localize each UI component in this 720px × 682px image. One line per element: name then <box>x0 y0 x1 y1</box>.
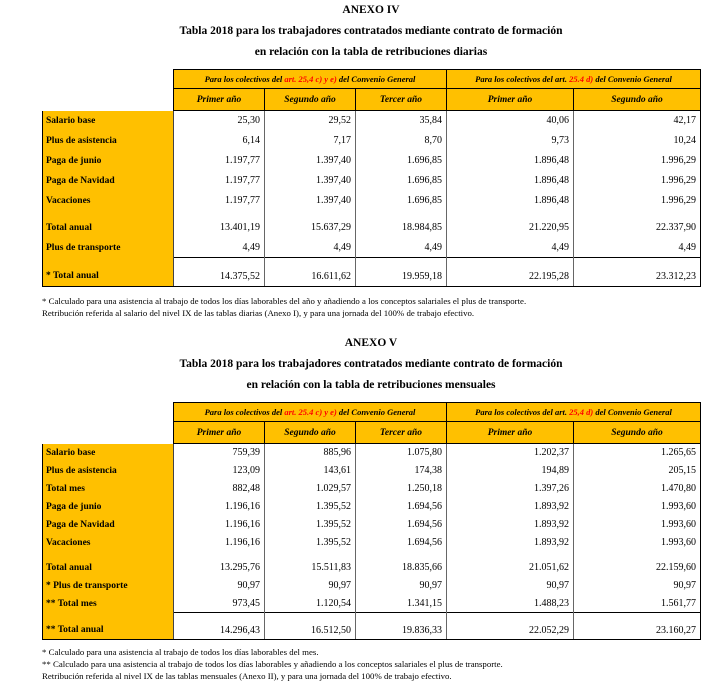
group-header-text: Para los colectivos del <box>204 74 285 84</box>
group-header-text: Para los colectivos del <box>204 407 285 417</box>
annex4-group-header-left <box>174 70 447 89</box>
spacer-cell <box>265 211 356 218</box>
value-cell: 194,89 <box>447 462 574 480</box>
row-label-spacer <box>43 258 174 267</box>
value-cell: 19.959,18 <box>356 267 447 287</box>
value-cell: 1.250,18 <box>356 480 447 498</box>
value-cell: 1.488,23 <box>447 595 574 613</box>
spacer-row <box>43 211 701 218</box>
table-row <box>43 622 701 640</box>
value-cell: 15.637,29 <box>265 218 356 238</box>
value-cell: 21.051,62 <box>447 559 574 577</box>
value-cell: 10,24 <box>574 131 701 151</box>
value-cell: 4,49 <box>174 238 265 258</box>
table-row <box>43 267 701 287</box>
row-label: Paga de Navidad <box>43 171 174 191</box>
value-cell: 1.996,29 <box>574 171 701 191</box>
column-header: Segundo año <box>574 422 701 444</box>
value-cell: 13.401,19 <box>174 218 265 238</box>
value-cell: 35,84 <box>356 111 447 131</box>
column-header: Primer año <box>447 422 574 444</box>
table-row <box>43 218 701 238</box>
spacer-cell <box>574 552 701 559</box>
row-label: Paga de junio <box>43 151 174 171</box>
table-row <box>43 238 701 258</box>
row-label-spacer <box>43 552 174 559</box>
spacer-cell <box>265 258 356 267</box>
row-label: Total anual <box>43 218 174 238</box>
annex5-year-header-row <box>43 422 701 444</box>
spacer-cell <box>356 613 447 622</box>
annex4-year-header-row <box>43 89 701 111</box>
table-row <box>43 516 701 534</box>
value-cell: 1.694,56 <box>356 516 447 534</box>
column-header: Primer año <box>174 422 265 444</box>
value-cell: 1.395,52 <box>265 498 356 516</box>
spacer-cell <box>174 211 265 218</box>
value-cell: 1.694,56 <box>356 498 447 516</box>
row-label: Vacaciones <box>43 534 174 552</box>
value-cell: 1.996,29 <box>574 191 701 211</box>
table-row <box>43 171 701 191</box>
row-label: Plus de asistencia <box>43 131 174 151</box>
column-header: Tercer año <box>356 422 447 444</box>
value-cell: 22.052,29 <box>447 622 574 640</box>
value-cell: 25,30 <box>174 111 265 131</box>
annex4-table <box>42 69 701 287</box>
row-label: Plus de transporte <box>43 238 174 258</box>
row-label: Plus de asistencia <box>43 462 174 480</box>
value-cell: 14.296,43 <box>174 622 265 640</box>
table-row <box>43 444 701 462</box>
value-cell: 1.896,48 <box>447 151 574 171</box>
article-reference: art. 25.4 c) y e) <box>284 407 337 417</box>
row-label: Paga de junio <box>43 498 174 516</box>
group-header-text: Para los colectivos del art. <box>475 407 570 417</box>
table-row <box>43 111 701 131</box>
value-cell: 123,09 <box>174 462 265 480</box>
value-cell: 90,97 <box>174 577 265 595</box>
footnote: Retribución referida al nivel IX de las tablas mensuales (Anexo II), y para una jornada del 100% de trabajo efectivo. <box>42 671 452 681</box>
annex4-group-header-right <box>447 70 701 89</box>
value-cell: 18.984,85 <box>356 218 447 238</box>
value-cell: 23.160,27 <box>574 622 701 640</box>
value-cell: 4,49 <box>574 238 701 258</box>
value-cell: 1.893,92 <box>447 498 574 516</box>
spacer-cell <box>574 211 701 218</box>
table-row <box>43 462 701 480</box>
annex5-title: ANEXO V <box>344 337 398 349</box>
value-cell: 23.312,23 <box>574 267 701 287</box>
value-cell: 1.120,54 <box>265 595 356 613</box>
value-cell: 1.197,77 <box>174 171 265 191</box>
value-cell: 885,96 <box>265 444 356 462</box>
value-cell: 22.337,90 <box>574 218 701 238</box>
row-label: Salario base <box>43 111 174 131</box>
article-reference: 25,4 d) <box>569 407 594 417</box>
value-cell: 1.696,85 <box>356 191 447 211</box>
value-cell: 1.993,60 <box>574 516 701 534</box>
spacer-cell <box>447 613 574 622</box>
group-header-text: Para los colectivos del art. <box>475 74 570 84</box>
value-cell: 90,97 <box>574 577 701 595</box>
value-cell: 1.202,37 <box>447 444 574 462</box>
column-header: Tercer año <box>356 89 447 111</box>
corner-cell <box>43 70 174 89</box>
value-cell: 1.397,40 <box>265 151 356 171</box>
spacer-cell <box>174 258 265 267</box>
value-cell: 22.195,28 <box>447 267 574 287</box>
annex4-group-header-row <box>43 70 701 89</box>
value-cell: 1.341,15 <box>356 595 447 613</box>
value-cell: 4,49 <box>447 238 574 258</box>
value-cell: 21.220,95 <box>447 218 574 238</box>
value-cell: 1.694,56 <box>356 534 447 552</box>
annex5-table <box>42 402 701 640</box>
value-cell: 1.696,85 <box>356 151 447 171</box>
corner-cell <box>43 89 174 111</box>
value-cell: 16.611,62 <box>265 267 356 287</box>
table-row <box>43 131 701 151</box>
row-label-spacer <box>43 613 174 622</box>
value-cell: 174,38 <box>356 462 447 480</box>
row-label: * Total anual <box>43 267 174 287</box>
footnote: * Calculado para una asistencia al trabajo de todos los días laborables del mes. <box>42 647 319 657</box>
value-cell: 19.836,33 <box>356 622 447 640</box>
value-cell: 1.896,48 <box>447 191 574 211</box>
column-header: Primer año <box>174 89 265 111</box>
value-cell: 40,06 <box>447 111 574 131</box>
table-row <box>43 595 701 613</box>
spacer-cell <box>265 613 356 622</box>
value-cell: 1.075,80 <box>356 444 447 462</box>
value-cell: 6,14 <box>174 131 265 151</box>
spacer-cell <box>356 211 447 218</box>
value-cell: 22.159,60 <box>574 559 701 577</box>
value-cell: 1.197,77 <box>174 151 265 171</box>
value-cell: 1.397,40 <box>265 171 356 191</box>
value-cell: 9,73 <box>447 131 574 151</box>
value-cell: 90,97 <box>447 577 574 595</box>
value-cell: 1.993,60 <box>574 534 701 552</box>
value-cell: 4,49 <box>265 238 356 258</box>
table-row <box>43 577 701 595</box>
value-cell: 1.196,16 <box>174 516 265 534</box>
column-header: Segundo año <box>265 422 356 444</box>
spacer-row <box>43 613 701 622</box>
value-cell: 16.512,50 <box>265 622 356 640</box>
table-row <box>43 534 701 552</box>
spacer-cell <box>265 552 356 559</box>
value-cell: 1.993,60 <box>574 498 701 516</box>
value-cell: 973,45 <box>174 595 265 613</box>
value-cell: 1.470,80 <box>574 480 701 498</box>
spacer-cell <box>574 613 701 622</box>
value-cell: 882,48 <box>174 480 265 498</box>
value-cell: 90,97 <box>356 577 447 595</box>
value-cell: 14.375,52 <box>174 267 265 287</box>
column-header: Primer año <box>447 89 574 111</box>
spacer-cell <box>174 613 265 622</box>
spacer-row <box>43 552 701 559</box>
spacer-cell <box>174 552 265 559</box>
group-header-text: del Convenio General <box>593 74 672 84</box>
annex5-footnotes <box>42 646 700 682</box>
annex4-footnotes <box>42 295 700 319</box>
value-cell: 205,15 <box>574 462 701 480</box>
spacer-cell <box>356 552 447 559</box>
value-cell: 18.835,66 <box>356 559 447 577</box>
value-cell: 1.397,40 <box>265 191 356 211</box>
value-cell: 1.896,48 <box>447 171 574 191</box>
annex5-group-header-row <box>43 403 701 422</box>
footnote: * Calculado para una asistencia al trabajo de todos los días laborables del año y añadiendo a los conceptos salariales el plus de transporte. <box>42 296 527 306</box>
table-row <box>43 191 701 211</box>
value-cell: 4,49 <box>356 238 447 258</box>
value-cell: 13.295,76 <box>174 559 265 577</box>
value-cell: 1.996,29 <box>574 151 701 171</box>
value-cell: 1.265,65 <box>574 444 701 462</box>
row-label: * Plus de transporte <box>43 577 174 595</box>
row-label: Total mes <box>43 480 174 498</box>
row-label: Salario base <box>43 444 174 462</box>
annex4-subtitle-2: en relación con la tabla de retribuciones diarias <box>254 46 488 58</box>
value-cell: 1.397,26 <box>447 480 574 498</box>
value-cell: 29,52 <box>265 111 356 131</box>
value-cell: 15.511,83 <box>265 559 356 577</box>
value-cell: 1.197,77 <box>174 191 265 211</box>
article-reference: art. 25,4 c) y e) <box>284 74 337 84</box>
value-cell: 90,97 <box>265 577 356 595</box>
annex4-subtitle-1: Tabla 2018 para los trabajadores contratados mediante contrato de formación <box>179 25 563 37</box>
value-cell: 1.561,77 <box>574 595 701 613</box>
value-cell: 1.395,52 <box>265 516 356 534</box>
group-header-text: del Convenio General <box>593 407 672 417</box>
annex5-subtitle-1: Tabla 2018 para los trabajadores contratados mediante contrato de formación <box>179 358 563 370</box>
corner-cell <box>43 422 174 444</box>
group-header-text: del Convenio General <box>336 407 416 417</box>
footnote: ** Calculado para una asistencia al trabajo de todos los días laborables y añadiendo a los conceptos salariales el plus de transporte. <box>42 659 503 669</box>
value-cell: 1.029,57 <box>265 480 356 498</box>
article-reference: 25.4 d) <box>569 74 594 84</box>
value-cell: 7,17 <box>265 131 356 151</box>
spacer-cell <box>447 211 574 218</box>
value-cell: 1.395,52 <box>265 534 356 552</box>
table-row <box>43 151 701 171</box>
annex5-group-header-left <box>174 403 447 422</box>
value-cell: 1.893,92 <box>447 534 574 552</box>
row-label-spacer <box>43 211 174 218</box>
group-header-text: del Convenio General <box>336 74 416 84</box>
corner-cell <box>43 403 174 422</box>
spacer-cell <box>574 258 701 267</box>
column-header: Segundo año <box>574 89 701 111</box>
value-cell: 1.196,16 <box>174 534 265 552</box>
row-label: Vacaciones <box>43 191 174 211</box>
table-row <box>43 480 701 498</box>
annex4-title: ANEXO IV <box>342 4 400 16</box>
spacer-cell <box>447 552 574 559</box>
table-row <box>43 559 701 577</box>
value-cell: 1.893,92 <box>447 516 574 534</box>
value-cell: 1.696,85 <box>356 171 447 191</box>
spacer-cell <box>447 258 574 267</box>
row-label: Total anual <box>43 559 174 577</box>
row-label: ** Total mes <box>43 595 174 613</box>
value-cell: 143,61 <box>265 462 356 480</box>
spacer-cell <box>356 258 447 267</box>
value-cell: 8,70 <box>356 131 447 151</box>
annex5-group-header-right <box>447 403 701 422</box>
footnote: Retribución referida al salario del nivel IX de las tablas diarias (Anexo I), y para una jornada del 100% de trabajo efectivo. <box>42 308 475 318</box>
table-row <box>43 498 701 516</box>
spacer-row <box>43 258 701 267</box>
annex5-subtitle-2: en relación con la tabla de retribuciones mensuales <box>246 379 496 391</box>
value-cell: 42,17 <box>574 111 701 131</box>
row-label: ** Total anual <box>43 622 174 640</box>
value-cell: 759,39 <box>174 444 265 462</box>
value-cell: 1.196,16 <box>174 498 265 516</box>
column-header: Segundo año <box>265 89 356 111</box>
row-label: Paga de Navidad <box>43 516 174 534</box>
